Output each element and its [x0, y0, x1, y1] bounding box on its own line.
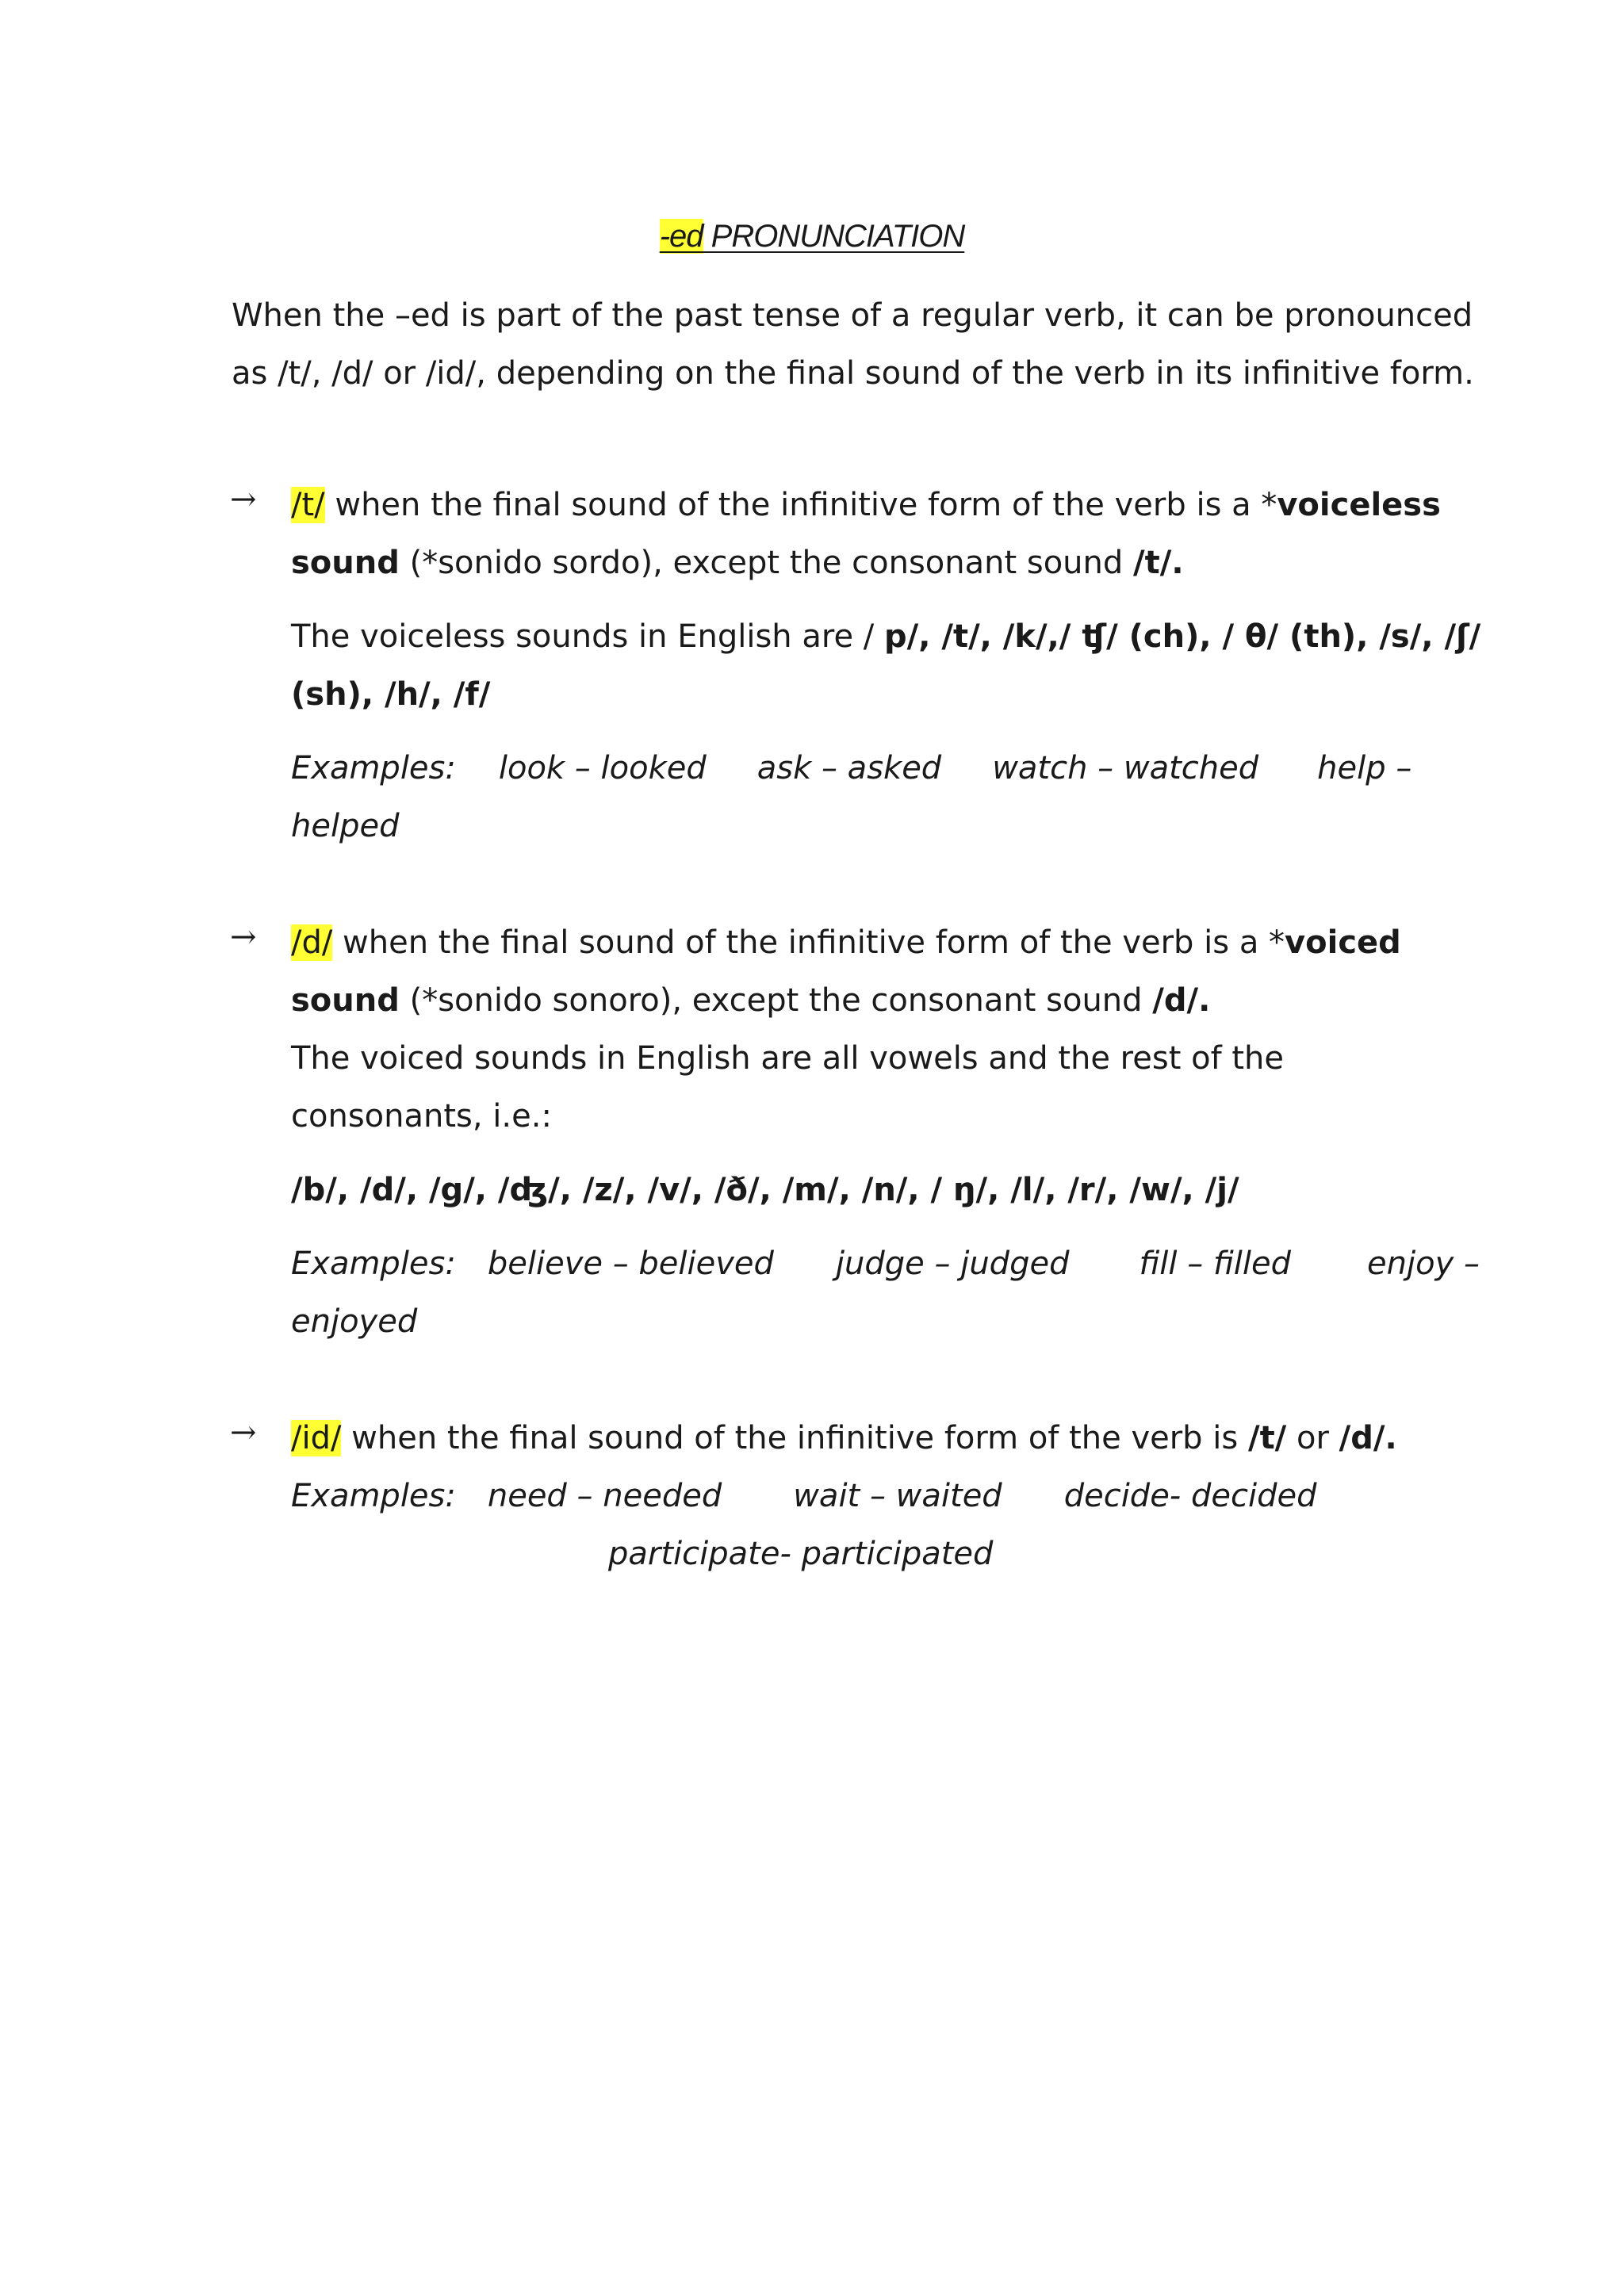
intro-paragraph: When the –ed is part of the past tense of a regular verb, it can be pronounced as /t/, /d/ or /id/, depending on the final sound of the verb in its infinitive form. — [232, 297, 1474, 392]
rule-d-text: when the final sound of the infinitive form of the verb is a * — [332, 924, 1285, 961]
voiced-list: /b/, /d/, /g/, /ʤ/, /z/, /v/, /ð/, /m/, /n/, / ŋ/, /l/, /r/, /w/, /j/ — [291, 1172, 1239, 1208]
examples-label: Examples: — [291, 1478, 456, 1514]
rule-t — [291, 476, 1484, 592]
rule-d-text-2: (*sonido sonoro), except the consonant sound — [399, 982, 1153, 1019]
example-item: watch – watched — [992, 750, 1259, 786]
tag-d: /d/ — [291, 924, 333, 961]
rule-t-bold-2: /t/. — [1133, 545, 1184, 581]
rule-id-text: when the final sound of the infinitive form of the verb is — [341, 1420, 1248, 1456]
rule-id — [291, 1410, 1484, 1468]
example-item: look – looked — [498, 750, 707, 786]
example-item: ask – asked — [756, 750, 942, 786]
example-item: judge – judged — [835, 1246, 1070, 1282]
examples-label: Examples: — [291, 750, 456, 786]
rule-id-text-2: or — [1286, 1420, 1339, 1456]
example-item: decide- decided — [1063, 1478, 1317, 1514]
example-item: fill – filled — [1139, 1246, 1292, 1282]
rule-id-bold: /t/ — [1247, 1420, 1287, 1456]
rule-d-bold-2: /d/. — [1152, 982, 1211, 1019]
voiceless-sounds — [291, 608, 1484, 724]
arrow-icon: → — [230, 481, 257, 518]
section-id — [291, 1410, 1484, 1583]
voiced-intro: The voiced sounds in English are all vowels and the rest of the consonants, i.e.: — [291, 1040, 1285, 1135]
example-item: participate- participated — [608, 1536, 994, 1572]
rule-d — [291, 914, 1484, 1030]
title-highlight: -ed — [659, 219, 703, 254]
rule-t-text: when the final sound of the infinitive form of the verb is a * — [324, 487, 1277, 523]
voiceless-list: p/, /t/, /k/,/ ʧ/ (ch), / θ/ (th), /s/, /ʃ/ (sh), /h/, /f/ — [291, 618, 1481, 713]
rule-t-bold: voiceless sound — [291, 487, 1441, 581]
tag-id: /id/ — [291, 1420, 342, 1456]
arrow-icon: → — [230, 919, 257, 955]
voiceless-intro: The voiceless sounds in English are / — [291, 618, 884, 655]
examples-id — [291, 1468, 1484, 1583]
section-d — [291, 914, 1484, 1351]
example-item: wait – waited — [793, 1478, 1002, 1514]
examples-t — [291, 740, 1484, 855]
example-item: enjoy – enjoyed — [291, 1246, 1480, 1340]
title-text: PRONUNCIATION — [703, 219, 965, 254]
examples-label: Examples: — [291, 1246, 456, 1282]
section-t — [291, 476, 1484, 855]
rule-t-text-2: (*sonido sordo), except the consonant sound — [399, 545, 1133, 581]
example-item: need – needed — [487, 1478, 722, 1514]
arrow-icon: → — [230, 1414, 257, 1451]
page-title — [0, 219, 1624, 254]
example-item: help – helped — [291, 750, 1412, 844]
examples-d — [291, 1235, 1484, 1351]
example-item: believe – believed — [487, 1246, 774, 1282]
rule-id-bold-2: /d/. — [1339, 1420, 1397, 1456]
rule-d-bold: voiced sound — [291, 924, 1401, 1019]
tag-t: /t/ — [291, 487, 325, 523]
